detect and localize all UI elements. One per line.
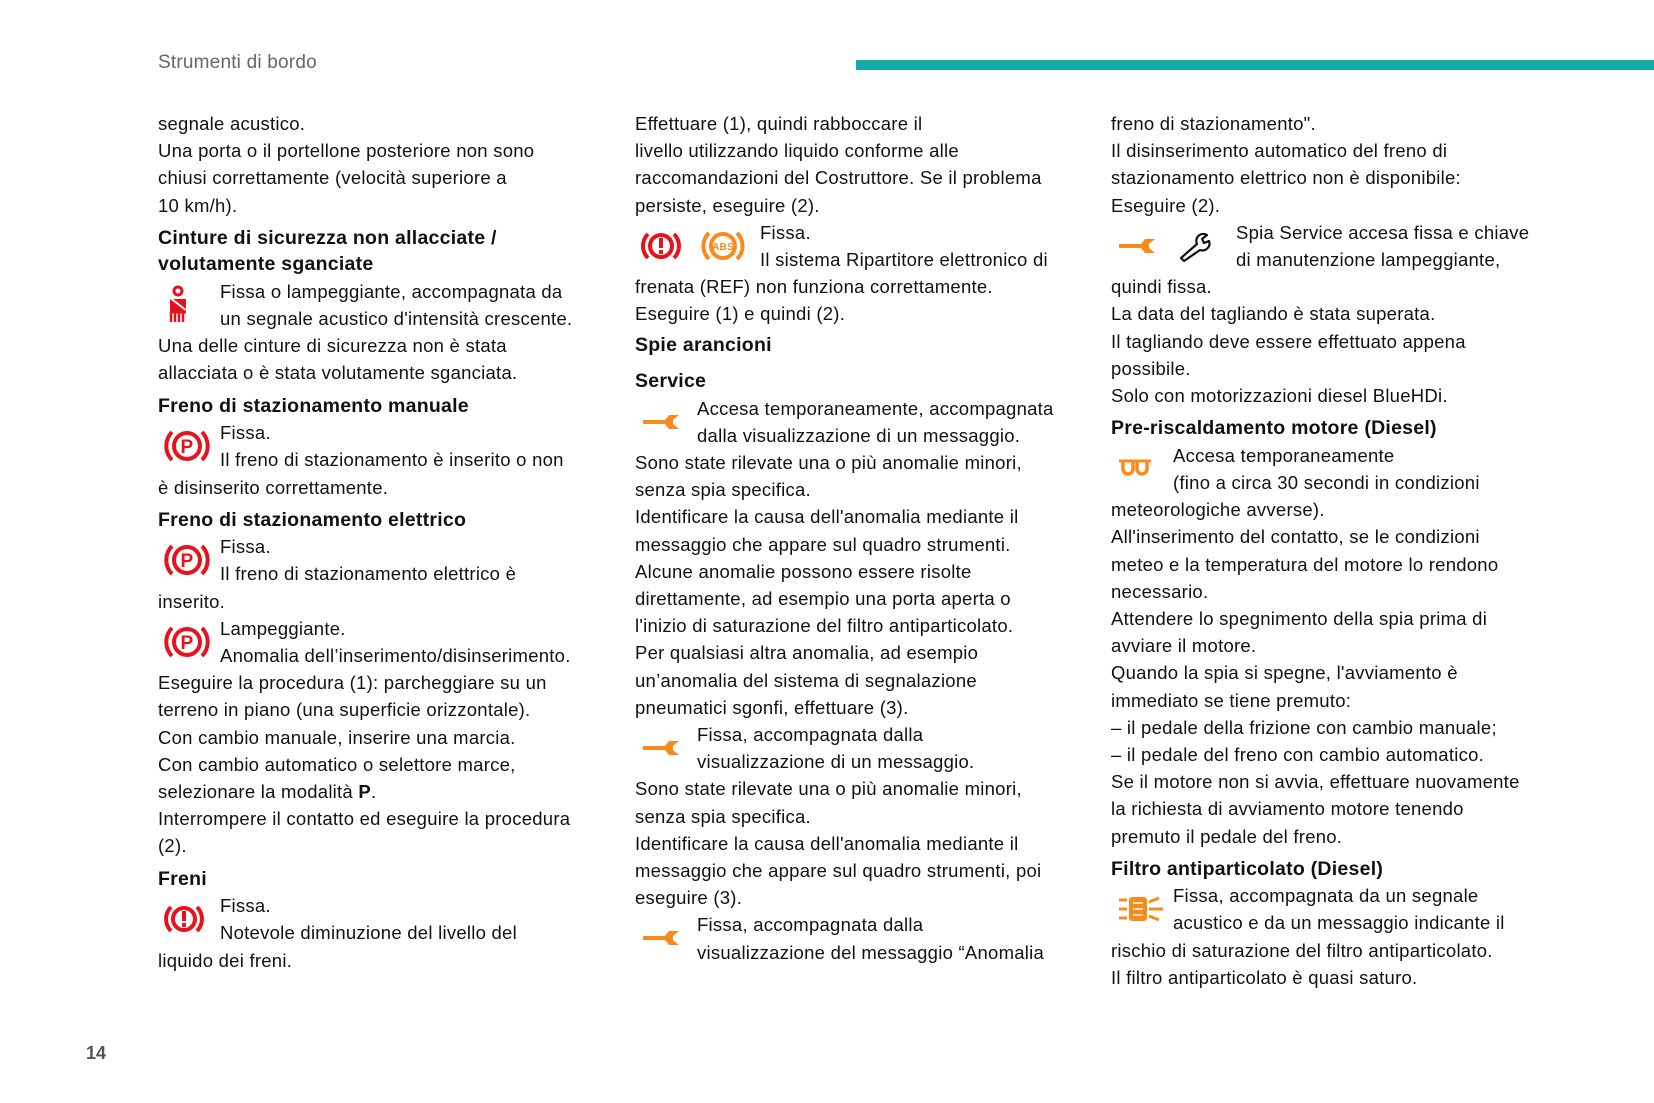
service-wrench-icon	[641, 738, 681, 758]
text-line: Fissa o lampeggiante, accompagnata da	[220, 280, 563, 302]
text-line: Sono state rilevate una o più anomalie minori,	[635, 452, 1022, 474]
text-line: Con cambio manuale, inserire una marcia.	[158, 726, 516, 748]
service-wrench-icon	[1117, 236, 1157, 256]
text-line: liquido dei freni.	[158, 949, 293, 971]
text-line: segnale acustico.	[158, 113, 306, 134]
text-line: Attendere lo spegnimento della spia prima di	[1111, 607, 1488, 629]
maintenance-wrench-icon	[1177, 230, 1213, 262]
text-line: (2).	[158, 835, 187, 857]
text-line: Freni	[158, 867, 207, 890]
text-line: (fino a circa 30 secondi in condizioni	[1173, 471, 1480, 493]
text-line: un segnale acustico d'intensità crescente.	[220, 308, 573, 330]
text-line: stazionamento elettrico non è disponibile:	[1111, 167, 1461, 189]
text-line: immediato se tiene premuto:	[1111, 689, 1352, 711]
text-line: raccomandazioni del Costruttore. Se il problema	[635, 167, 1042, 189]
text-line: necessario.	[1111, 580, 1209, 602]
text-line: Eseguire (2).	[1111, 194, 1221, 216]
text-line: Spie arancioni	[635, 333, 772, 356]
paragraph	[1111, 110, 1581, 219]
icon-group	[1111, 219, 1236, 273]
text-line: Una delle cinture di sicurezza non è stata	[158, 335, 507, 357]
column-middle	[635, 110, 1105, 966]
section-heading	[635, 368, 1105, 395]
warning-light-entry	[635, 721, 1105, 911]
column-right	[1111, 110, 1581, 991]
text-line: Il freno di stazionamento è inserito o non	[220, 449, 564, 471]
text-line: inserito.	[158, 590, 226, 612]
text-line: pneumatici sgonfi, effettuare (3).	[635, 696, 909, 718]
section-heading	[158, 225, 628, 278]
text-line: Eseguire (1) e quindi (2).	[635, 303, 846, 325]
text-line: Il filtro antiparticolato è quasi saturo.	[1111, 966, 1418, 988]
service-wrench-icon	[641, 412, 681, 432]
column-left	[158, 110, 628, 974]
text-line: Fissa.	[760, 221, 811, 243]
text-line: quindi fissa.	[1111, 276, 1212, 298]
warning-light-entry	[1111, 219, 1581, 409]
icon-group	[158, 892, 220, 946]
text-line: Lampeggiante.	[220, 617, 346, 639]
text-line: Eseguire la procedura (1): parcheggiare su un	[158, 672, 547, 694]
parking-brake-icon	[164, 622, 210, 662]
text-line: allacciata o è stata volutamente sganciata.	[158, 362, 518, 384]
text-line: 10 km/h).	[158, 194, 238, 216]
text-line: Fissa.	[220, 422, 271, 444]
icon-group	[1111, 882, 1173, 936]
text-line: senza spia specifica.	[635, 805, 811, 827]
text-line: Freno di stazionamento manuale	[158, 394, 469, 417]
section-heading	[1111, 415, 1581, 442]
text-line: Interrompere il contatto ed eseguire la procedura	[158, 808, 571, 830]
warning-light-entry	[635, 911, 1105, 965]
text-line: Per qualsiasi altra anomalia, ad esempio	[635, 642, 979, 664]
text-line: Alcune anomalie possono essere risolte	[635, 560, 972, 582]
brake-warning-icon	[164, 902, 204, 936]
section-heading	[158, 507, 628, 534]
text-line: meteo e la temperatura del motore lo rendono	[1111, 553, 1499, 575]
text-line: Il disinserimento automatico del freno di	[1111, 140, 1448, 162]
text-line: Effettuare (1), quindi rabboccare il	[635, 113, 923, 134]
warning-light-entry	[635, 219, 1105, 328]
section-heading	[158, 866, 628, 893]
text-line: Accesa temporaneamente	[1173, 444, 1395, 466]
warning-light-entry	[158, 533, 628, 615]
text-line: Notevole diminuzione del livello del	[220, 922, 517, 944]
text-line: Pre-riscaldamento motore (Diesel)	[1111, 417, 1437, 440]
text-line: Fissa.	[220, 895, 271, 917]
svg-text:P: P	[180, 551, 194, 573]
icon-group	[158, 419, 220, 473]
text-line: – il pedale della frizione con cambio manuale;	[1111, 716, 1497, 738]
text-line: Con cambio automatico o selettore marce,	[158, 753, 516, 775]
abs-warning-icon	[701, 228, 745, 264]
text-line: La data del tagliando è stata superata.	[1111, 303, 1436, 325]
paragraph	[158, 110, 628, 219]
text-line: messaggio che appare sul quadro strumenti, poi	[635, 860, 1042, 882]
text-line: di manutenzione lampeggiante,	[1236, 249, 1501, 271]
text-line: Identificare la causa dell'anomalia mediante il	[635, 832, 1019, 854]
text-line: Solo con motorizzazioni diesel BlueHDi.	[1111, 385, 1448, 407]
section-heading	[158, 393, 628, 420]
text-line: terreno in piano (una superficie orizzontale).	[158, 699, 531, 721]
text-line: Fissa.	[220, 536, 271, 558]
paragraph	[635, 110, 1105, 219]
text-line: dalla visualizzazione di un messaggio.	[697, 424, 1021, 446]
icon-group	[635, 395, 697, 449]
text-line: Quando la spia si spegne, l'avviamento è	[1111, 662, 1458, 684]
text-line: acustico e da un messaggio indicante il	[1173, 912, 1505, 934]
svg-text:P: P	[180, 632, 194, 654]
text-line	[158, 778, 628, 805]
text-line: Filtro antiparticolato (Diesel)	[1111, 857, 1384, 880]
text-line: direttamente, ad esempio una porta aperta o	[635, 588, 1011, 610]
text-line: un’anomalia del sistema di segnalazione	[635, 669, 977, 691]
service-wrench-icon	[641, 928, 681, 948]
text-line: Service	[635, 370, 707, 393]
text-line: eseguire (3).	[635, 887, 743, 909]
icon-group	[158, 533, 220, 587]
warning-light-entry	[158, 892, 628, 974]
text-line: Anomalia dell’inserimento/disinserimento.	[220, 645, 571, 667]
text-line: Sono state rilevate una o più anomalie minori,	[635, 778, 1022, 800]
text-line: Freno di stazionamento elettrico	[158, 508, 467, 531]
text-line: freno di stazionamento".	[1111, 113, 1316, 134]
text-line: Il freno di stazionamento elettrico è	[220, 563, 517, 585]
warning-light-entry	[158, 278, 628, 387]
header-accent-bar	[856, 60, 1654, 70]
warning-light-entry	[1111, 442, 1581, 850]
text-line: livello utilizzando liquido conforme alle	[635, 140, 959, 162]
text-line: chiusi correttamente (velocità superiore a	[158, 167, 507, 189]
bold-text: P	[358, 781, 371, 803]
text-line: Una porta o il portellone posteriore non sono	[158, 140, 535, 162]
warning-light-entry	[635, 395, 1105, 721]
text-line: la richiesta di avviamento motore tenendo	[1111, 798, 1464, 820]
seatbelt-warning-icon	[164, 285, 192, 325]
svg-text:P: P	[180, 437, 194, 459]
text-line: senza spia specifica.	[635, 479, 811, 501]
icon-group	[635, 219, 760, 273]
icon-group	[1111, 442, 1173, 496]
text-line: Se il motore non si avvia, effettuare nuovamente	[1111, 771, 1520, 793]
text-line: Fissa, accompagnata dalla	[697, 914, 924, 936]
text-line: – il pedale del freno con cambio automatico.	[1111, 743, 1484, 765]
text-line: Accesa temporaneamente, accompagnata	[697, 397, 1054, 419]
page-number: 14	[86, 1043, 107, 1063]
section-heading	[635, 332, 1105, 359]
text-line: visualizzazione di un messaggio.	[697, 751, 975, 773]
text-line: meteorologiche avverse).	[1111, 499, 1325, 521]
warning-light-entry	[158, 615, 628, 860]
icon-group	[158, 278, 220, 332]
text-segment: selezionare la modalità	[158, 781, 359, 803]
text-line: Fissa, accompagnata da un segnale	[1173, 885, 1479, 907]
text-line: avviare il motore.	[1111, 635, 1257, 657]
icon-group	[158, 615, 220, 669]
text-segment: .	[370, 781, 377, 803]
icon-group	[635, 721, 697, 775]
text-line: Identificare la causa dell'anomalia mediante il	[635, 506, 1019, 528]
brake-warning-icon	[641, 229, 681, 263]
text-line: All'inserimento del contatto, se le condizioni	[1111, 526, 1480, 548]
particulate-filter-icon	[1117, 894, 1165, 924]
text-line: l'inizio di saturazione del filtro antiparticolato.	[635, 615, 1014, 637]
text-line: frenata (REF) non funziona correttamente.	[635, 276, 993, 298]
svg-text:ABS: ABS	[712, 241, 734, 253]
parking-brake-icon	[164, 426, 210, 466]
section-heading	[1111, 856, 1581, 883]
text-line: premuto il pedale del freno.	[1111, 825, 1343, 847]
preheat-coil-icon	[1117, 457, 1153, 481]
warning-light-entry	[158, 419, 628, 501]
text-line: rischio di saturazione del filtro antiparticolato.	[1111, 939, 1493, 961]
text-line: Fissa, accompagnata dalla	[697, 724, 924, 746]
text-line: visualizzazione del messaggio “Anomalia	[697, 941, 1045, 963]
text-line: Cinture di sicurezza non allacciate /	[158, 226, 497, 249]
text-line: messaggio che appare sul quadro strumenti.	[635, 533, 1011, 555]
text-line: è disinserito correttamente.	[158, 476, 389, 498]
section-title: Strumenti di bordo	[158, 52, 317, 73]
text-line: Spia Service accesa fissa e chiave	[1236, 221, 1530, 243]
parking-brake-icon	[164, 540, 210, 580]
text-line: possibile.	[1111, 357, 1191, 379]
text-line: Il tagliando deve essere effettuato appena	[1111, 330, 1466, 352]
text-line: persiste, eseguire (2).	[635, 194, 820, 216]
icon-group	[635, 911, 697, 965]
warning-light-entry	[1111, 882, 1581, 991]
text-line: volutamente sganciate	[158, 253, 374, 276]
text-line: Il sistema Ripartitore elettronico di	[760, 249, 1048, 271]
